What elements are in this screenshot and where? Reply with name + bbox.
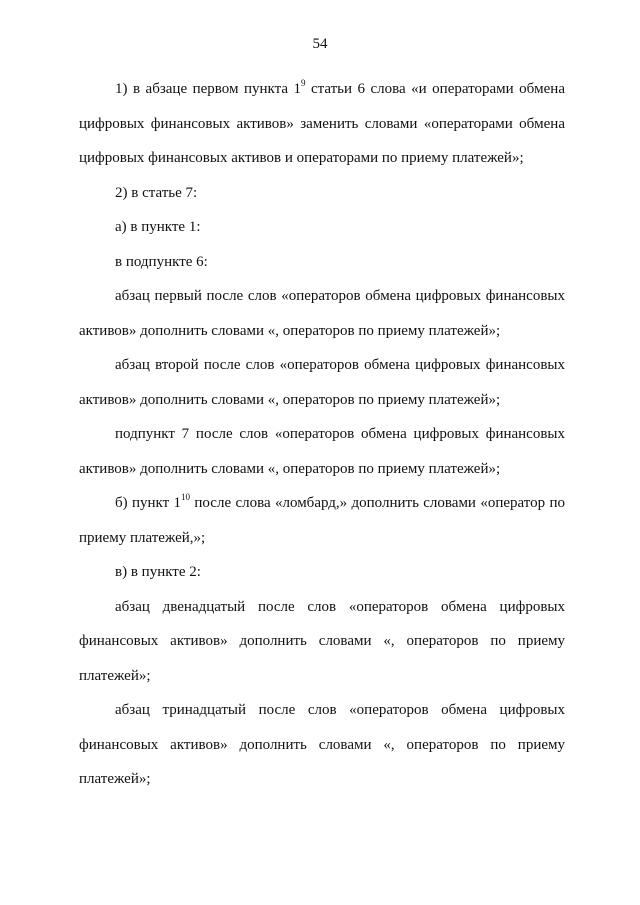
page-number: 54 <box>312 36 328 52</box>
paragraph-p10 <box>79 590 565 694</box>
paragraph-text: абзац первый после слов «операторов обмена цифровых финансовых активов» дополнить словами «, операторов по приему платежей»; <box>79 288 565 339</box>
paragraph-p1 <box>79 72 565 176</box>
paragraph-text: после слова «ломбард,» дополнить словами «оператор по приему платежей,»; <box>79 495 566 546</box>
paragraph-text: подпункт 7 после слов «операторов обмена цифровых финансовых активов» дополнить словами «, операторов по приему платежей»; <box>79 426 565 477</box>
paragraph-p7 <box>79 417 565 486</box>
paragraph-p4 <box>79 245 565 280</box>
paragraph-p6 <box>79 348 565 417</box>
paragraph-p11 <box>79 693 565 797</box>
paragraph-text: абзац второй после слов «операторов обмена цифровых финансовых активов» дополнить словами «, операторов по приему платежей»; <box>79 357 565 408</box>
paragraph-p3 <box>79 210 565 245</box>
paragraph-text: 2) в статье 7: <box>115 184 198 201</box>
paragraph-text: а) в пункте 1: <box>115 219 201 235</box>
footnote-superscript: 10 <box>181 492 191 502</box>
paragraph-p5 <box>79 279 565 348</box>
paragraph-text: абзац двенадцатый после слов «операторов обмена цифровых финансовых активов» дополнить словами «, операторов по приему платежей»; <box>79 598 565 684</box>
paragraph-text: 1) в абзаце первом пункта 1 <box>115 81 301 97</box>
paragraph-p9 <box>79 555 565 590</box>
paragraph-text: в подпункте 6: <box>115 253 208 270</box>
paragraph-p8 <box>79 486 565 555</box>
footnote-superscript: 9 <box>300 78 306 88</box>
paragraph-text: абзац тринадцатый после слов «операторов обмена цифровых финансовых активов» дополнить словами «, операторов по приему платежей»; <box>79 702 565 787</box>
paragraph-text: б) пункт 1 <box>115 495 182 511</box>
paragraph-text: в) в пункте 2: <box>115 564 201 580</box>
document-body <box>79 72 565 797</box>
paragraph-text: статьи 6 слова «и операторами обмена цифровых финансовых активов» заменить словами «операторами обмена цифровых финансовых активов и операторами по приему платежей»; <box>79 81 565 166</box>
paragraph-p2 <box>79 176 565 211</box>
